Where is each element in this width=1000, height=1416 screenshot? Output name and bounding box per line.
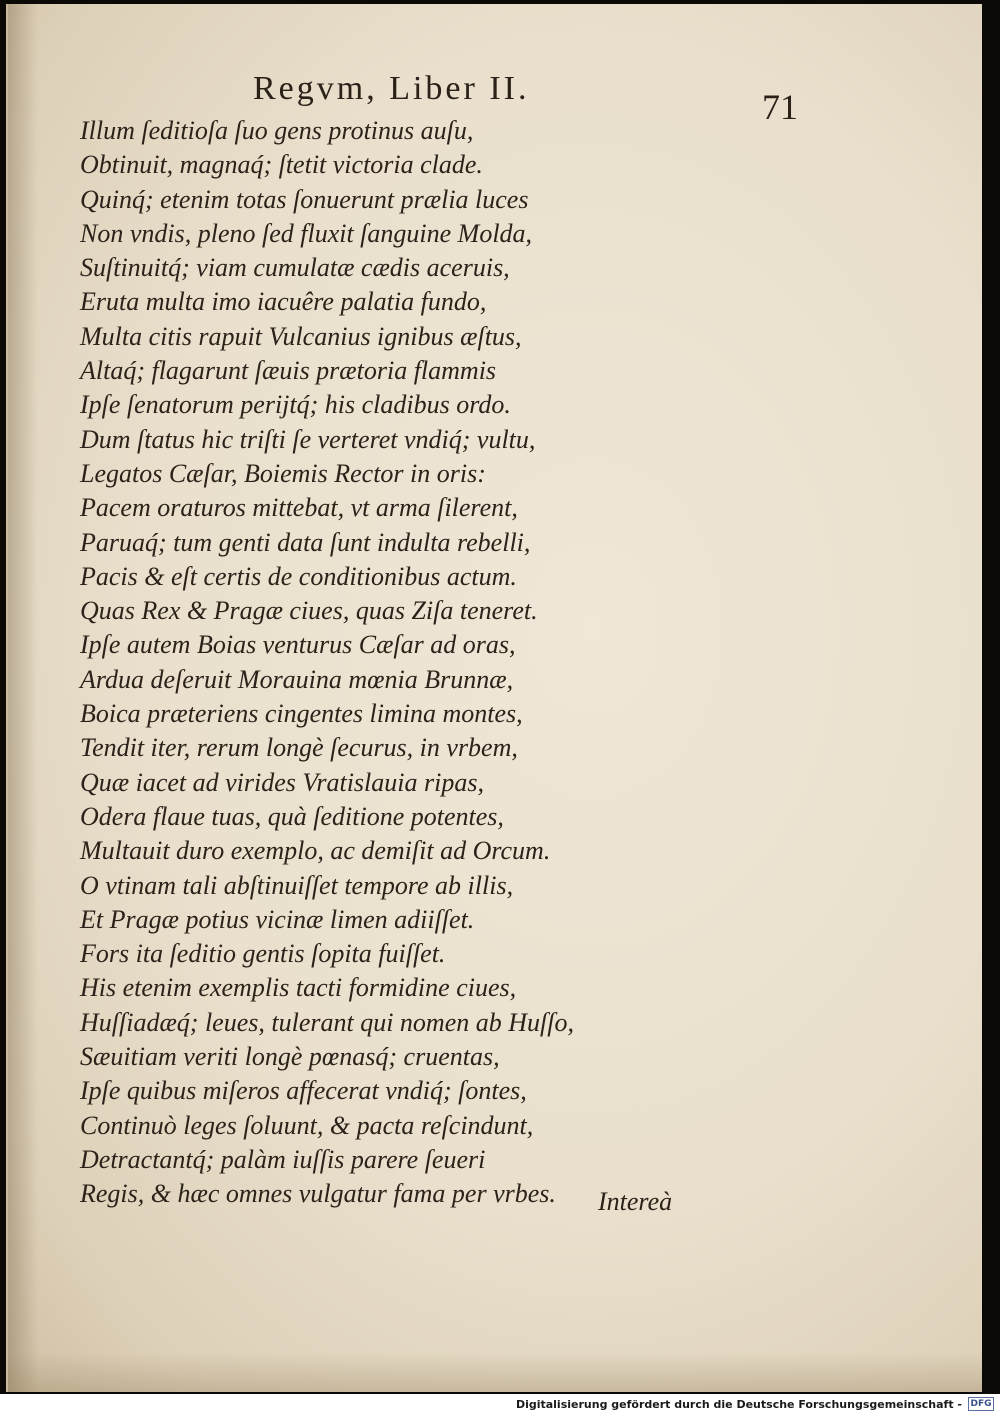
- verse-line: Altaq́; flagarunt ſæuis prætoria flammis: [80, 356, 497, 386]
- digitization-credit: Digitalisierung gefördert durch die Deutsche Forschungsgemeinschaft -: [515, 1398, 962, 1411]
- verse-line: Regis, & hæc omnes vulgatur fama per vrbes.: [80, 1179, 556, 1209]
- catchword: Intereà: [598, 1187, 673, 1216]
- running-head: Regvm, Liber II.: [253, 70, 530, 107]
- page-number: 71: [762, 87, 798, 127]
- verse-line: Fors ita ſeditio gentis ſopita fuiſſet.: [80, 939, 446, 969]
- verse-line: Boica præteriens cingentes limina montes,: [80, 699, 523, 729]
- verse-line: Multa citis rapuit Vulcanius ignibus æſtus,: [80, 321, 522, 351]
- verse-line: Continuò leges ſoluunt, & pacta reſcindunt,: [80, 1110, 534, 1140]
- verse-line: Pacis & eſt certis de conditionibus actum.: [80, 561, 517, 591]
- gutter-shadow: [8, 4, 38, 1392]
- verse-line: Paruaq́; tum genti data ſunt indulta rebelli,: [80, 527, 531, 557]
- verse-line: Ardua deſeruit Morauina mœnia Brunnæ,: [80, 664, 514, 694]
- verse-line: Dum ſtatus hic triſti ſe verteret vndiq́; vultu,: [80, 424, 536, 454]
- verse-line: Ipſe quibus miſeros affecerat vndiq́; ſontes,: [80, 1076, 527, 1106]
- verse-line: O vtinam tali abſtinuiſſet tempore ab illis,: [80, 870, 514, 900]
- verse-line: Detractantq́; palàm iuſſis parere ſeueri: [80, 1144, 486, 1174]
- verse-line: Ipſe autem Boias venturus Cæſar ad oras,: [80, 630, 516, 660]
- verse-line: Illum ſeditioſa ſuo gens protinus auſu,: [80, 116, 474, 145]
- verse-line: Multauit duro exemplo, ac demiſit ad Orcum.: [80, 836, 551, 866]
- verse-line: Eruta multa imo iacuêre palatia fundo,: [80, 287, 487, 317]
- verse-line: Non vndis, pleno ſed fluxit ſanguine Molda,: [80, 218, 533, 248]
- verse-block: [80, 114, 640, 1212]
- verse-line: Suſtinuitq́; viam cumulatæ cædis aceruis,: [80, 253, 510, 283]
- verse-line: His etenim exemplis tacti formidine ciues,: [80, 973, 517, 1003]
- verse-line: Quæ iacet ad virides Vratislauia ripas,: [80, 767, 484, 797]
- verse-line: Obtinuit, magnaq́; ſtetit victoria clade.: [80, 150, 483, 180]
- verse-line: Legatos Cæſar, Boiemis Rector in oris:: [80, 458, 486, 488]
- verse-line: Et Pragæ potius vicinæ limen adiiſſet.: [80, 904, 475, 934]
- verse-line: Huſſiadæq́; leues, tulerant qui nomen ab Huſſo,: [80, 1007, 574, 1037]
- verse-line: Odera flaue tuas, quà ſeditione potentes,: [80, 801, 504, 831]
- dfg-logo: DFG: [968, 1397, 994, 1411]
- verse-line: Sæuitiam veriti longè pœnasq́; cruentas,: [80, 1042, 500, 1072]
- verse-line: Tendit iter, rerum longè ſecurus, in vrbem,: [80, 733, 518, 763]
- verse-line: Quinq́; etenim totas ſonuerunt prælia luces: [80, 184, 529, 214]
- verse-line: Pacem oraturos mittebat, vt arma ſilerent,: [80, 493, 518, 523]
- verse-line: Quas Rex & Pragæ ciues, quas Ziſa teneret.: [80, 596, 538, 626]
- page-bottom-edge: [8, 1352, 982, 1392]
- verse-line: Ipſe ſenatorum perijtq́; his cladibus ordo.: [80, 390, 511, 420]
